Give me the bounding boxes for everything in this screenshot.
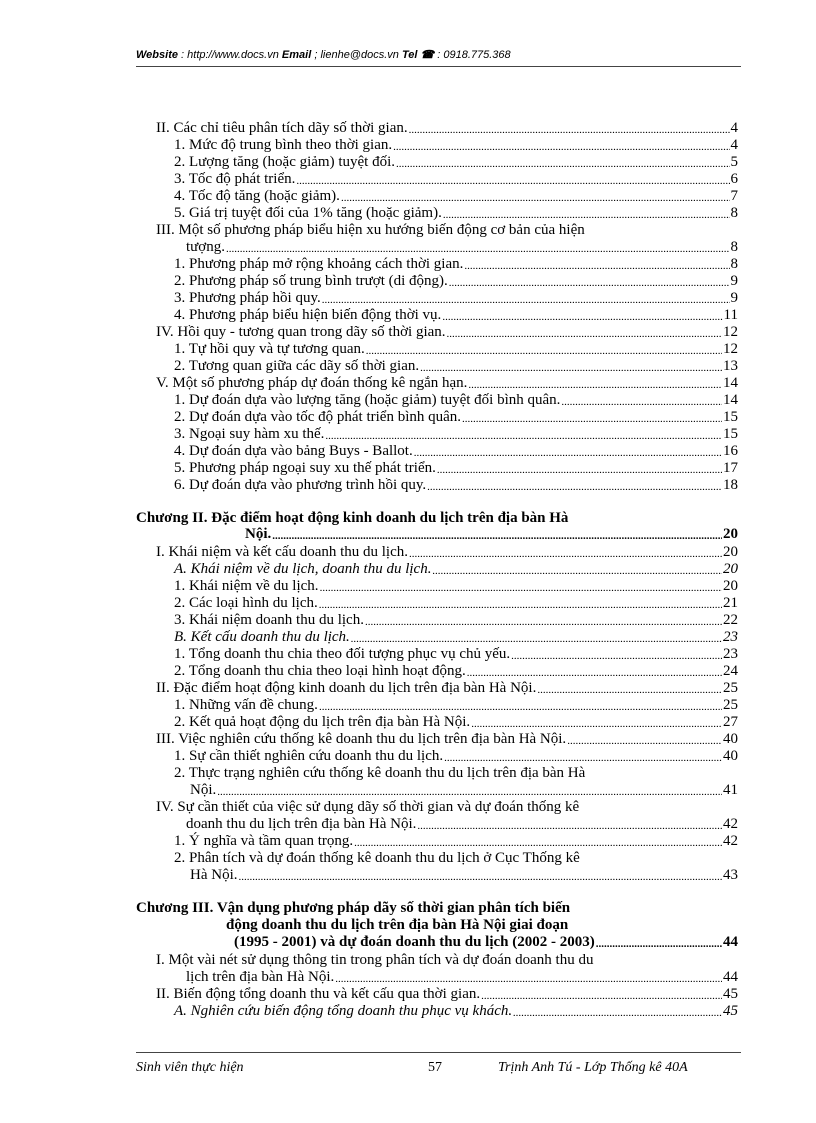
footer-author-label: Sinh viên thực hiện [136,1060,244,1075]
toc-entry: tượng. ..... 8 [186,239,738,255]
toc-entry: 5. Phương pháp ngoại suy xu thế phát triển. ..... 17 [174,460,738,476]
toc-entry: 6. Dự đoán dựa vào phương trình hồi quy. ..... 18 [174,477,738,493]
tel-label: Tel ☎ [401,49,435,61]
footer-rule [136,1052,741,1053]
toc-entry: 4. Tốc độ tăng (hoặc giảm). ..... 7 [174,188,738,204]
toc-entry: 2. Kết quả hoạt động du lịch trên địa bàn Hà Nội. ..... 27 [174,714,738,730]
toc-entry: II. Biến động tổng doanh thu và kết cấu qua thời gian. ..... 45 [156,986,738,1002]
website-label: Website [136,49,178,61]
email-value: ; lienhe@docs.vn [311,49,402,61]
toc-entry: 1. Ý nghĩa và tầm quan trọng. ..... 42 [174,833,738,849]
toc-entry: 3. Phương pháp hồi quy. ..... 9 [174,290,738,306]
chapter-heading: Chương III. Vận dụng phương pháp dãy số thời gian phân tích biến [136,900,571,916]
toc-entry: Nội. ..... 20 [245,526,738,542]
toc-entry: (1995 - 2001) và dự đoán doanh thu du lịch (2002 - 2003) ..... 44 [234,934,738,950]
toc-entry: I. Khái niệm và kết cấu doanh thu du lịch. ..... 20 [156,544,738,560]
website-value: : http://www.docs.vn [177,49,282,61]
toc-entry: 2. Phương pháp số trung bình trượt (di động). ..... 9 [174,273,738,289]
toc-entry: 2. Dự đoán dựa vào tốc độ phát triển bình quân. ..... 15 [174,409,738,425]
toc-entry: 1. Phương pháp mở rộng khoảng cách thời gian. ..... 8 [174,256,738,272]
toc-entry: 1. Tự hồi quy và tự tương quan. ..... 12 [174,341,738,357]
footer-author-name: Trịnh Anh Tú - Lớp Thống kê 40A [498,1060,688,1075]
toc-entry: A. Nghiên cứu biến động tổng doanh thu phục vụ khách. ..... 45 [174,1003,738,1019]
toc-entry: III. Việc nghiên cứu thống kê doanh thu du lịch trên địa bàn Hà Nội. ..... 40 [156,731,738,747]
toc-entry: 3. Khái niệm doanh thu du lịch. ..... 22 [174,612,738,628]
toc-entry-line: IV. Sự cần thiết của việc sử dụng dãy số thời gian và dự đoán thống kê [156,799,580,815]
toc-entry-line: 2. Phân tích và dự đoán thống kê doanh thu du lịch ở Cục Thống kê [174,850,580,866]
toc-entry: 3. Tốc độ phát triển. ..... 6 [174,171,738,187]
toc-entry: B. Kết cấu doanh thu du lịch. ..... 23 [174,629,738,645]
toc-entry: 3. Ngoại suy hàm xu thế. ..... 15 [174,426,738,442]
header-rule [136,66,741,67]
toc-entry-line: 2. Thực trạng nghiên cứu thống kê doanh thu du lịch trên địa bàn Hà [174,765,586,781]
page-header [136,48,741,61]
toc-entry-line: I. Một vài nét sử dụng thông tin trong phân tích và dự đoán doanh thu du [156,952,594,968]
email-label: Email [281,49,312,61]
toc-entry: II. Các chỉ tiêu phân tích dãy số thời gian. ..... 4 [156,120,738,136]
toc-entry: Hà Nội. ..... 43 [190,867,738,883]
toc-entry: 1. Sự cần thiết nghiên cứu doanh thu du lịch. ..... 40 [174,748,738,764]
toc-entry: 1. Dự đoán dựa vào lượng tăng (hoặc giảm) tuyệt đối bình quân. ..... 14 [174,392,738,408]
toc-entry: 1. Mức độ trung bình theo thời gian. ..... 4 [174,137,738,153]
toc-entry: 1. Tổng doanh thu chia theo đối tượng phục vụ chủ yếu. ..... 23 [174,646,738,662]
toc-entry: lịch trên địa bàn Hà Nội. ..... 44 [186,969,738,985]
toc-entry: II. Đặc điểm hoạt động kinh doanh du lịch trên địa bàn Hà Nội. ..... 25 [156,680,738,696]
toc-entry: 2. Tổng doanh thu chia theo loại hình hoạt động. ..... 24 [174,663,738,679]
toc-entry: 4. Phương pháp biểu hiện biến động thời vụ. ..... 11 [174,307,738,323]
toc-entry: IV. Hồi quy - tương quan trong dãy số thời gian. ..... 12 [156,324,738,340]
toc-entry: 2. Lượng tăng (hoặc giảm) tuyệt đối. ..... 5 [174,154,738,170]
toc-entry: 1. Khái niệm về du lịch. ..... 20 [174,578,738,594]
tel-value: : 0918.775.368 [434,49,511,61]
toc-entry: 5. Giá trị tuyệt đối của 1% tăng (hoặc giảm). ..... 8 [174,205,738,221]
toc-entry: 2. Các loại hình du lịch. ..... 21 [174,595,738,611]
toc-entry: V. Một số phương pháp dự đoán thống kê ngắn hạn. ..... 14 [156,375,738,391]
toc-entry: 2. Tương quan giữa các dãy số thời gian. ..... 13 [174,358,738,374]
chapter-heading: Chương II. Đặc điểm hoạt động kinh doanh du lịch trên địa bàn Hà [136,510,569,526]
toc-entry: doanh thu du lịch trên địa bàn Hà Nội. ..... 42 [186,816,738,832]
toc-entry-line: III. Một số phương pháp biểu hiện xu hướng biến động cơ bản của hiện [156,222,585,238]
chapter-heading-line: động doanh thu du lịch trên địa bàn Hà Nội giai đoạn [226,917,569,933]
toc-entry: 1. Những vấn đề chung. ..... 25 [174,697,738,713]
page-number: 57 [428,1060,442,1075]
toc-entry: A. Khái niệm về du lịch, doanh thu du lịch. ..... 20 [174,561,738,577]
toc-entry: Nội. ..... 41 [190,782,738,798]
toc-entry: 4. Dự đoán dựa vào bảng Buys - Ballot. ..... 16 [174,443,738,459]
